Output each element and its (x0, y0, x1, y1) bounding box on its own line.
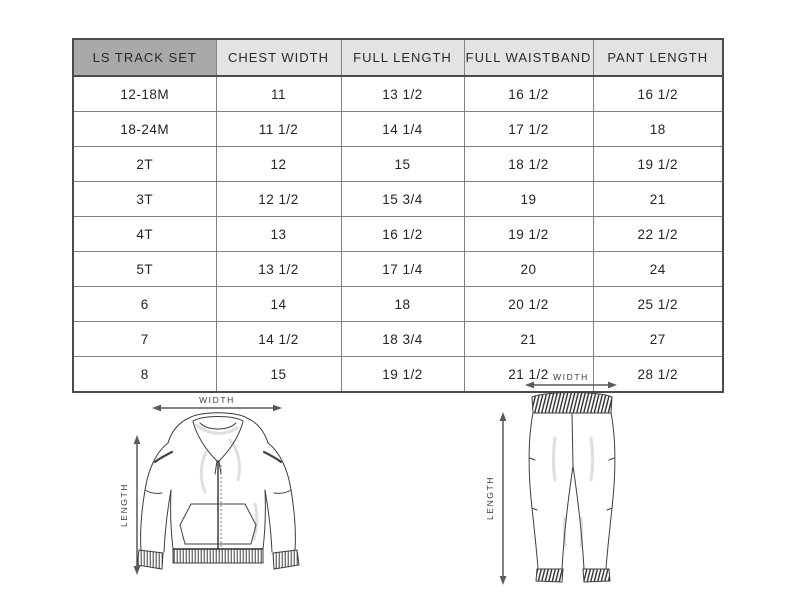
measurement-cell: 11 1/2 (216, 112, 341, 147)
measurement-column-header: PANT LENGTH (593, 39, 723, 76)
size-table (72, 38, 724, 393)
measurement-cell: 28 1/2 (593, 357, 723, 393)
measurement-cell: 19 1/2 (464, 217, 593, 252)
table-row (73, 147, 723, 182)
table-row (73, 76, 723, 112)
size-cell: 4T (73, 217, 216, 252)
table-row (73, 217, 723, 252)
table-row (73, 112, 723, 147)
measurement-cell: 13 (216, 217, 341, 252)
measurement-cell: 22 1/2 (593, 217, 723, 252)
measurement-cell: 21 (593, 182, 723, 217)
measurement-cell: 11 (216, 76, 341, 112)
size-table-header-row (73, 39, 723, 76)
jacket-width-arrow (152, 405, 282, 412)
measurement-cell: 25 1/2 (593, 287, 723, 322)
measurement-cell: 14 1/2 (216, 322, 341, 357)
measurement-cell: 13 1/2 (341, 76, 464, 112)
pants-drawing (529, 393, 615, 583)
pants-length-label: LENGTH (485, 475, 495, 521)
pants-width-label: WIDTH (553, 372, 589, 382)
table-row (73, 287, 723, 322)
measurement-cell: 18 (593, 112, 723, 147)
size-column-header: LS TRACK SET (73, 39, 216, 76)
measurement-cell: 18 1/2 (464, 147, 593, 182)
jacket-length-label: LENGTH (119, 482, 129, 528)
measurement-column-header: FULL LENGTH (341, 39, 464, 76)
measurement-cell: 24 (593, 252, 723, 287)
measurement-cell: 15 (216, 357, 341, 393)
measurement-column-header: CHEST WIDTH (216, 39, 341, 76)
hoodie-drawing (137, 413, 299, 569)
size-cell: 2T (73, 147, 216, 182)
measurement-cell: 14 (216, 287, 341, 322)
table-row (73, 322, 723, 357)
size-cell: 5T (73, 252, 216, 287)
measurement-cell: 21 (464, 322, 593, 357)
measurement-column-header: FULL WAISTBAND (464, 39, 593, 76)
measurement-cell: 16 1/2 (593, 76, 723, 112)
size-cell: 7 (73, 322, 216, 357)
measurement-cell: 15 (341, 147, 464, 182)
table-row (73, 252, 723, 287)
measurement-cell: 21 1/2 (464, 357, 593, 393)
size-cell: 6 (73, 287, 216, 322)
table-row (73, 182, 723, 217)
measurement-cell: 17 1/4 (341, 252, 464, 287)
measurement-cell: 20 1/2 (464, 287, 593, 322)
measurement-cell: 19 1/2 (593, 147, 723, 182)
size-cell: 3T (73, 182, 216, 217)
measurement-cell: 27 (593, 322, 723, 357)
measurement-cell: 19 (464, 182, 593, 217)
pants-width-arrow (525, 382, 617, 389)
jacket-width-label: WIDTH (199, 395, 235, 405)
size-cell: 8 (73, 357, 216, 393)
measurement-cell: 12 (216, 147, 341, 182)
measurement-cell: 14 1/4 (341, 112, 464, 147)
measurement-cell: 18 3/4 (341, 322, 464, 357)
measurement-cell: 17 1/2 (464, 112, 593, 147)
measurement-cell: 20 (464, 252, 593, 287)
measurement-cell: 19 1/2 (341, 357, 464, 393)
measurement-cell: 18 (341, 287, 464, 322)
pants-diagram (485, 368, 640, 595)
size-cell: 18-24M (73, 112, 216, 147)
size-table-body (73, 76, 723, 392)
jacket-diagram (110, 392, 310, 592)
measurement-cell: 16 1/2 (341, 217, 464, 252)
measurement-cell: 16 1/2 (464, 76, 593, 112)
measurement-cell: 15 3/4 (341, 182, 464, 217)
measurement-cell: 12 1/2 (216, 182, 341, 217)
pants-length-arrow (500, 412, 507, 585)
measurement-cell: 13 1/2 (216, 252, 341, 287)
size-cell: 12-18M (73, 76, 216, 112)
